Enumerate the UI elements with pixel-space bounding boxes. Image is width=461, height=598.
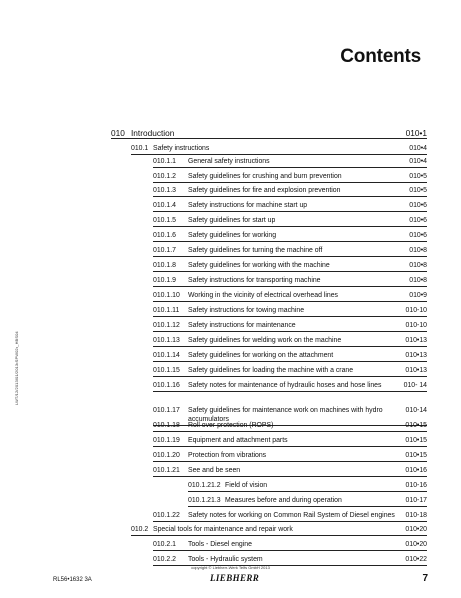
section-title: Tools - Hydraulic system: [188, 556, 263, 563]
section-number: 010.1.12: [153, 322, 180, 329]
section-title: Safety notes for working on Common Rail System of Diesel engines: [188, 512, 395, 519]
section-title: Safety instructions for transporting machine: [188, 277, 321, 284]
section-number: 010.1.3: [153, 187, 176, 194]
section-title: Safety instructions for maintenance: [188, 322, 296, 329]
page-ref: 010-17: [405, 497, 427, 504]
section-number: 010.1.21: [153, 467, 180, 474]
page-ref: 010•8: [409, 277, 427, 284]
page-ref: 010•5: [409, 173, 427, 180]
side-document-code: LWT/12/2013/01/2013•SPW02•_HBS04: [14, 331, 19, 405]
section-title: Special tools for maintenance and repair work: [153, 526, 293, 533]
section-underline: [153, 331, 427, 332]
page-ref: 010-18: [405, 512, 427, 519]
section-number: 010.1.7: [153, 247, 176, 254]
page-ref: 010•8: [409, 247, 427, 254]
page-ref: 010•20: [405, 526, 427, 533]
section-title: Safety guidelines for welding work on the machine: [188, 337, 342, 344]
section-title: Tools - Diesel engine: [188, 541, 252, 548]
section-number: 010.1.2: [153, 173, 176, 180]
section-underline: [153, 476, 427, 477]
section-underline: [131, 154, 427, 155]
section-title: Roll over protection (ROPS): [188, 422, 274, 429]
section-number: 010.1.15: [153, 367, 180, 374]
page-ref: 010•13: [405, 352, 427, 359]
section-underline: [153, 211, 427, 212]
section-number: 010.1.21.3: [188, 497, 221, 504]
page-ref: 010-14: [405, 407, 427, 414]
section-title: Safety instructions: [153, 145, 210, 152]
section-underline: [153, 521, 427, 522]
section-title: Safety guidelines for maintenance work on machines with hydro: [188, 407, 383, 414]
section-number: 010.1.20: [153, 452, 180, 459]
section-number: 010.1.10: [153, 292, 180, 299]
section-underline: [153, 241, 427, 242]
section-underline: [111, 138, 427, 139]
page-ref: 010•22: [405, 556, 427, 563]
page-ref: 010•9: [409, 292, 427, 299]
section-underline: [153, 301, 427, 302]
section-underline: [131, 535, 427, 536]
page-ref: 010-10: [405, 322, 427, 329]
section-number: 010.1: [131, 145, 149, 152]
section-number: 010.1.22: [153, 512, 180, 519]
section-underline: [153, 196, 427, 197]
section-title: Safety guidelines for working on the attachment: [188, 352, 334, 359]
page-ref: 010-16: [405, 482, 427, 489]
section-title: Introduction: [131, 128, 175, 138]
section-underline: [153, 361, 427, 362]
page-ref: 010•6: [409, 202, 427, 209]
page-ref: 010•15: [405, 452, 427, 459]
page-ref: 010•15: [405, 422, 427, 429]
section-title: Safety instructions for towing machine: [188, 307, 305, 314]
section-title: Protection from vibrations: [188, 452, 267, 459]
section-underline: [153, 226, 427, 227]
section-underline: [153, 167, 427, 168]
section-underline: [153, 431, 427, 432]
section-title: Safety guidelines for fire and explosion prevention: [188, 187, 341, 194]
section-underline: [153, 446, 427, 447]
section-number: 010.1.17: [153, 407, 180, 414]
section-title: Field of vision: [225, 482, 268, 489]
section-number: 010.1.6: [153, 232, 176, 239]
page-ref: 010•1: [405, 128, 427, 138]
page-ref: 010•13: [405, 337, 427, 344]
chapter-row[interactable]: [111, 128, 427, 138]
section-number: 010.1.14: [153, 352, 180, 359]
section-underline: [153, 391, 427, 392]
section-title: Working in the vicinity of electrical overhead lines: [188, 292, 339, 299]
section-number: 010.1.8: [153, 262, 176, 269]
section-underline: [153, 550, 427, 551]
footer-copyright: copyright © Liebherr-Werk Telfs GmbH 2013: [191, 565, 270, 570]
section-title: Equipment and attachment parts: [188, 437, 288, 444]
section-underline: [188, 491, 427, 492]
section-title: Safety guidelines for loading the machine with a crane: [188, 367, 354, 374]
section-number: 010: [111, 128, 125, 138]
page-ref: 010-10: [405, 307, 427, 314]
page-ref: 010- 14: [403, 382, 427, 389]
page-ref: 010•6: [409, 217, 427, 224]
section-number: 010.1.11: [153, 307, 180, 314]
page-ref: 010•5: [409, 187, 427, 194]
section-number: 010.1.19: [153, 437, 180, 444]
section-underline: [153, 316, 427, 317]
section-underline: [153, 271, 427, 272]
section-underline: [153, 286, 427, 287]
page-ref: 010•4: [409, 158, 427, 165]
page-ref: 010•16: [405, 467, 427, 474]
section-number: 010.1.5: [153, 217, 176, 224]
page-ref: 010•13: [405, 367, 427, 374]
section-underline: [153, 461, 427, 462]
section-number: 010.2.2: [153, 556, 176, 563]
section-title: Safety guidelines for turning the machine off: [188, 247, 323, 254]
liebherr-logo: LIEBHERR: [210, 573, 260, 583]
section-underline: [153, 346, 427, 347]
section-number: 010.1.13: [153, 337, 180, 344]
section-number: 010.1.9: [153, 277, 176, 284]
section-number: 010.1.16: [153, 382, 180, 389]
section-number: 010.2: [131, 526, 149, 533]
page-ref: 010•15: [405, 437, 427, 444]
section-number: 010.1.21.2: [188, 482, 221, 489]
section-underline: [153, 182, 427, 183]
section-title: Safety guidelines for start up: [188, 217, 276, 224]
section-title: Safety instructions for machine start up: [188, 202, 308, 209]
footer-page-number: 7: [422, 573, 428, 584]
page-ref: 010•4: [409, 145, 427, 152]
section-title: Safety guidelines for crushing and burn prevention: [188, 173, 342, 180]
section-title: Measures before and during operation: [225, 497, 342, 504]
section-underline: [153, 256, 427, 257]
section-number: 010.2.1: [153, 541, 176, 548]
section-number: 010.1.4: [153, 202, 176, 209]
page-ref: 010•8: [409, 262, 427, 269]
section-title: Safety guidelines for working with the machine: [188, 262, 330, 269]
section-underline: [188, 506, 427, 507]
section-title-continued: accumulators: [188, 416, 229, 423]
section-title: See and be seen: [188, 467, 241, 474]
page-title: Contents: [340, 46, 421, 67]
section-title: Safety guidelines for working: [188, 232, 277, 239]
section-underline: [153, 376, 427, 377]
footer-document-code: RL56•1632 3A: [53, 577, 92, 583]
section-number: 010.1.1: [153, 158, 176, 165]
page-ref: 010•6: [409, 232, 427, 239]
section-title: General safety instructions: [188, 158, 270, 165]
section-title: Safety notes for maintenance of hydraulic hoses and hose lines: [188, 382, 382, 389]
page-ref: 010•20: [405, 541, 427, 548]
section-number: 010.1.18: [153, 422, 180, 429]
